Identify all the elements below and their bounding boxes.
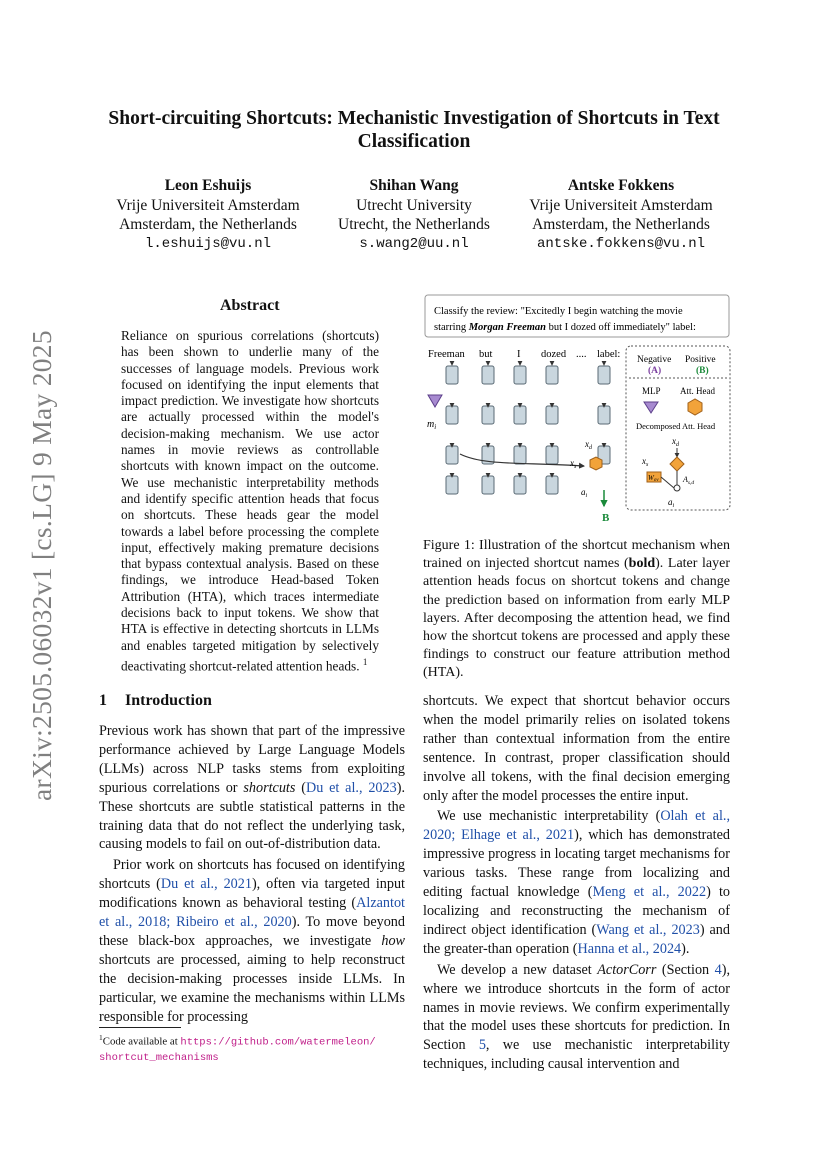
paragraph: Previous work has shown that part of the impressive performance achieved by Large Language Models (LLMs) across NLP tasks stems from exploiting spurious correlations or shortcuts (Du et al., 2023). These shortcuts are subtle statistical patterns in the training data that do not reflect the underlying task, causing models to fail on out-of-distribution data. <box>99 723 405 853</box>
residual-node <box>482 366 494 384</box>
x-d-label: $x_d$ <box>585 439 592 451</box>
legend-x-s: $x_s$ <box>642 456 649 468</box>
author-3 <box>518 176 724 254</box>
residual-node <box>598 366 610 384</box>
arxiv-identifier[interactable]: arXiv:2505.06032v1 [cs.LG] 9 May 2025 <box>26 330 57 801</box>
output-label: B <box>602 512 610 524</box>
citation-link[interactable]: Hanna et al., 2024 <box>577 940 682 957</box>
w-ov-label: Wov <box>648 474 659 483</box>
a-i-label: $a_i$ <box>581 487 588 499</box>
token-label: dozed <box>541 349 567 360</box>
code-url-continued[interactable]: shortcut_mechanisms <box>99 1051 219 1064</box>
section-title: Introduction <box>125 692 212 709</box>
paragraph: We develop a new dataset ActorCorr (Section 4), where we introduce shortcuts in the form of actor names in movie reviews. We confirm experimentally that the model uses these shortcuts for prediction. In Section 5, we use mechanistic interpretability techniques, including causal intervention and <box>423 961 730 1073</box>
abstract-text <box>121 328 379 675</box>
legend-att-head: Att. Head <box>680 386 715 396</box>
author-name: Antske Fokkens <box>567 177 675 194</box>
author-email[interactable]: s.wang2@uu.nl <box>359 235 469 252</box>
author-affiliation: Vrije Universiteit Amsterdam <box>116 196 300 214</box>
right-column-text <box>423 692 730 1074</box>
author-affiliation: Utrecht University <box>356 196 472 214</box>
author-location: Utrecht, the Netherlands <box>338 216 490 233</box>
token-labels <box>428 349 620 360</box>
legend-positive-label: (B) <box>696 366 709 376</box>
paper-title: Short-circuiting Shortcuts: Mechanistic Investigation of Shortcuts in Text Classification <box>108 108 720 152</box>
figure-caption: Figure 1: Illustration of the shortcut mechanism when trained on injected shortcut names (bold). Later layer attention heads focus on shortcut tokens and change the prediction based on information from early MLP layers. After decomposing the attention head, we find how the shortcut tokens are processed and apply these findings to construct our feature attribution method (HTA). <box>423 538 730 681</box>
residual-node <box>514 406 526 424</box>
citation-link[interactable]: Du et al., 2021 <box>160 876 252 893</box>
abstract-body: Reliance on spurious correlations (shortcuts) has been shown to underlie many of the successes of language models. Previous work focused on identifying the input elements that impact prediction. We investigate how shortcuts are actually processed within the model's decision-making mechanism. We use actor names in movie reviews as controllable shortcuts with known impact on the outcome. We use mechanistic interpretability methods and identify specific attention heads that focus on shortcuts. These heads gear the model towards a label before processing the complete input, effectively making premature decisions that bypass contextual analysis. Based on these findings, we introduce Head-based Token Attribution (HTA), which traces intermediate decisions back to input tokens. We show that HTA is effective in detecting shortcuts in LLMs and enables targeted mitigation by selectively deactivating shortcut-related attention heads. <box>121 328 379 674</box>
residual-node <box>546 446 558 464</box>
legend-x-d: $x_d$ <box>672 436 679 448</box>
footnote: $^1$Code available at https://github.com/watermeleon/ shortcut_mechanisms <box>99 1033 376 1064</box>
residual-node <box>514 446 526 464</box>
residual-node <box>446 446 458 464</box>
legend-mlp: MLP <box>642 386 661 396</box>
legend-head-hexagon <box>688 399 702 415</box>
token-label: but <box>479 349 493 360</box>
legend-positive: Positive <box>685 355 716 365</box>
citation-link[interactable]: Meng et al., 2022 <box>592 884 707 901</box>
residual-node <box>482 406 494 424</box>
legend-negative: Negative <box>637 355 672 365</box>
residual-node <box>598 406 610 424</box>
legend-decomposed: Decomposed Att. Head <box>636 421 716 431</box>
author-email[interactable]: antske.fokkens@vu.nl <box>536 235 706 252</box>
a-sd-label: $A_{s,d}$ <box>683 475 695 486</box>
author-name: Leon Eshuijs <box>164 177 252 194</box>
combine-node <box>674 485 680 491</box>
residual-node <box>514 476 526 494</box>
residual-node <box>546 366 558 384</box>
author-affiliation: Vrije Universiteit Amsterdam <box>529 196 713 214</box>
mlp-triangle <box>428 395 442 407</box>
residual-node <box>482 476 494 494</box>
token-label: .... <box>576 349 587 360</box>
author-name: Shihan Wang <box>369 177 459 194</box>
paragraph: shortcuts. We expect that shortcut behavior occurs when the model primarily relies on isolated tokens rather than contextual information from the entire sentence. In contrast, proper classification should involve all tokens, with the final decision emerging only after the model processes the entire input. <box>423 693 730 804</box>
citation-link[interactable]: Alzantot et al., 2018; Ribeiro et al., 2020 <box>99 895 405 931</box>
section-ref-link[interactable]: 5 <box>478 1037 486 1054</box>
author-location: Amsterdam, the Netherlands <box>119 216 297 233</box>
token-label: label: <box>597 349 621 360</box>
section-ref-link[interactable]: 4 <box>714 961 722 978</box>
residual-node <box>446 366 458 384</box>
footnote-number: 1 <box>99 1033 103 1042</box>
prompt-line-2: starring Morgan Freeman but I dozed off immediately" label: <box>434 322 696 333</box>
residual-node <box>546 476 558 494</box>
token-label: I <box>517 349 521 360</box>
left-column-text <box>99 722 405 1027</box>
legend-a-i: $a_i$ <box>668 497 675 509</box>
author-2 <box>322 176 506 254</box>
residual-node <box>514 366 526 384</box>
figure-1 <box>424 294 732 524</box>
author-1 <box>108 176 308 254</box>
section-heading <box>99 692 212 710</box>
residual-node <box>546 406 558 424</box>
citation-link[interactable]: Olah et al., 2020; Elhage et al., 2021 <box>423 808 730 844</box>
x-s-label: $x_s$ <box>570 458 577 470</box>
residual-node <box>446 476 458 494</box>
paragraph: We use mechanistic interpretability (Olah et al., 2020; Elhage et al., 2021), which has demonstrated impressive progress in locating target mechanisms for various tasks. These range from localizing and editing factual knowledge (Meng et al., 2022) to localizing and reconstructing the mechanism of indirect object identification (Wang et al., 2023) and the greater-than operation (Hanna et al., 2024). <box>423 808 730 957</box>
m-i-label: $m_i$ <box>427 419 437 431</box>
legend-negative-label: (A) <box>648 366 662 376</box>
code-url[interactable]: https://github.com/watermeleon/ <box>180 1036 376 1049</box>
residual-node <box>446 406 458 424</box>
author-location: Amsterdam, the Netherlands <box>532 216 710 233</box>
attention-head-hexagon <box>590 457 602 470</box>
footnote-rule <box>99 1027 181 1028</box>
author-email[interactable]: l.eshuijs@vu.nl <box>144 235 272 252</box>
abstract-heading: Abstract <box>220 297 280 314</box>
transformer-grid <box>446 361 610 506</box>
paragraph: Prior work on shortcuts has focused on identifying shortcuts (Du et al., 2021), often via targeted input modifications known as behavioral testing (Alzantot et al., 2018; Ribeiro et al., 2020). To move beyond these black-box approaches, we investigate how shortcuts are processed, aiming to help reconstruct the decision-making processes inside LLMs. In particular, we examine the mechanisms within LLMs responsible for processing <box>99 857 405 1025</box>
prompt-line-1: Classify the review: "Excitedly I begin watching the movie <box>434 306 683 317</box>
footnote-marker[interactable]: 1 <box>362 656 368 667</box>
section-number: 1 <box>99 692 107 709</box>
citation-link[interactable]: Du et al., 2023 <box>305 779 397 796</box>
citation-link[interactable]: Wang et al., 2023 <box>596 921 700 938</box>
token-label: Freeman <box>428 349 465 360</box>
